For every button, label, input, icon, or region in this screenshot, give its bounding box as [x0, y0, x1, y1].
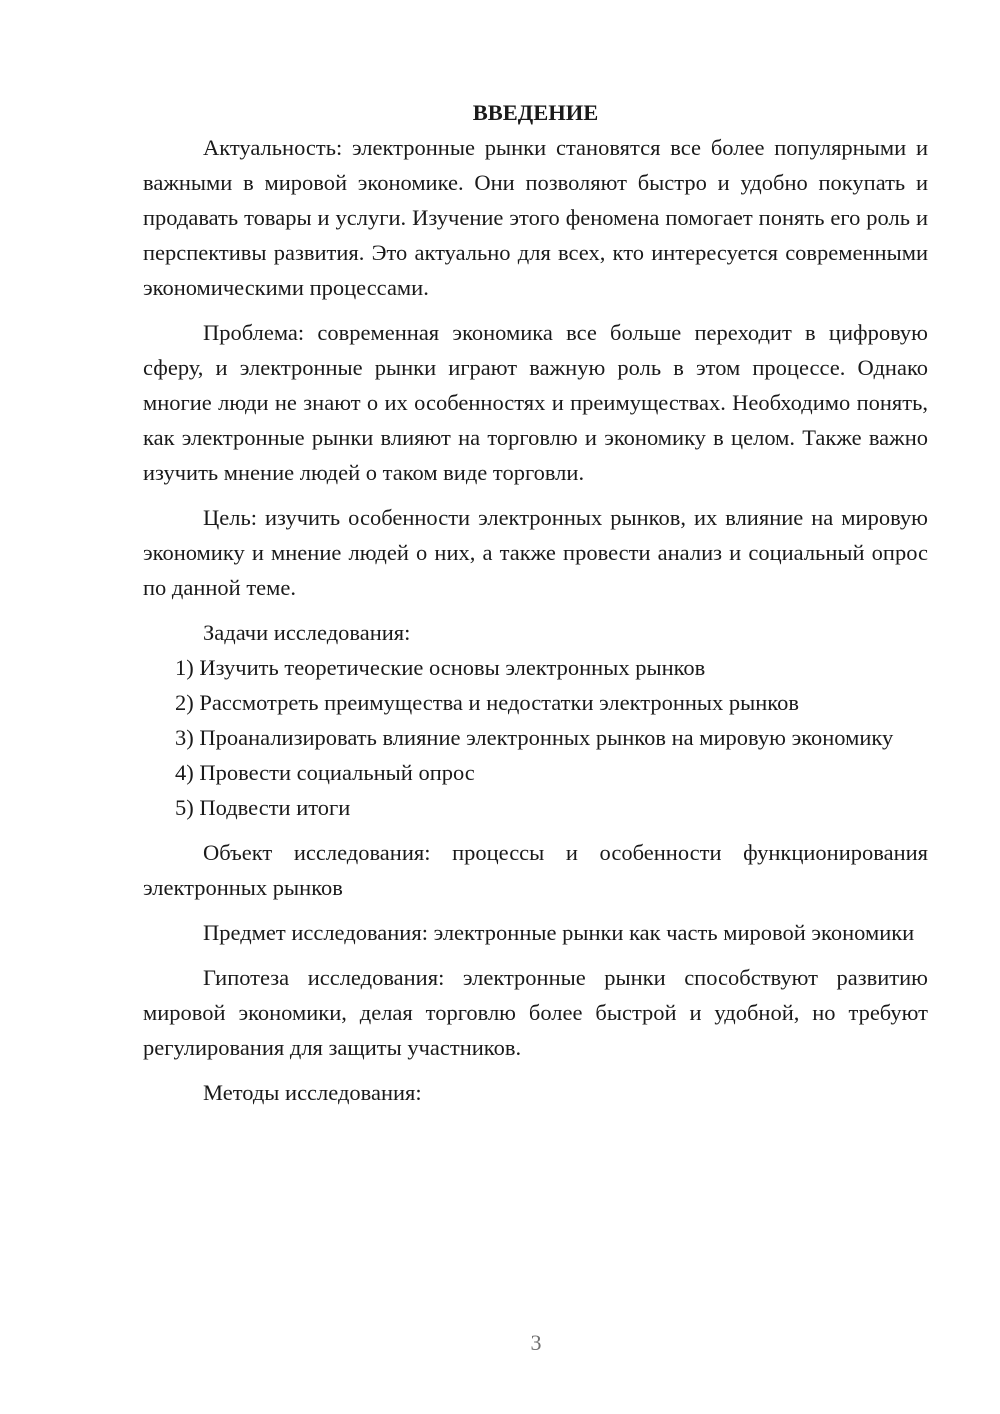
- paragraph-goal: Цель: изучить особенности электронных рынков, их влияние на мировую экономику и мнение людей о них, а также провести анализ и социальный опрос по данной теме.: [143, 505, 928, 600]
- paragraph-hypothesis: Гипотеза исследования: электронные рынки способствуют развитию мировой экономики, делая торговлю более быстрой и удобной, но требуют регулирования для защиты участников.: [143, 965, 928, 1060]
- paragraph-problem: Проблема: современная экономика все больше переходит в цифровую сферу, и электронные рынки играют важную роль в этом процессе. Однако многие люди не знают о их особенностях и преимуществах. Необходимо понять, как электронные рынки влияют на торговлю и экономику в целом. Также важно изучить мнение людей о таком виде торговли.: [143, 320, 928, 485]
- section-title: ВВЕДЕНИЕ: [472, 100, 599, 125]
- paragraph-tasks-heading: Задачи исследования:: [203, 620, 411, 645]
- paragraph-subject: Предмет исследования: электронные рынки как часть мировой экономики: [203, 920, 915, 945]
- task-item-4: 4) Провести социальный опрос: [175, 760, 475, 785]
- task-item-3: 3) Проанализировать влияние электронных рынков на мировую экономику: [175, 725, 894, 750]
- paragraph-relevance: Актуальность: электронные рынки становятся все более популярными и важными в мировой экономике. Они позволяют быстро и удобно покупать и продавать товары и услуги. Изучение этого феномена помогает понять его роль и перспективы развития. Это актуально для всех, кто интересуется современными экономическими процессами.: [143, 135, 928, 300]
- task-item-2: 2) Рассмотреть преимущества и недостатки электронных рынков: [175, 690, 799, 715]
- paragraph-object: Объект исследования: процессы и особенности функционирования электронных рынков: [143, 840, 928, 900]
- task-item-5: 5) Подвести итоги: [175, 795, 351, 820]
- task-item-1: 1) Изучить теоретические основы электронных рынков: [175, 655, 706, 680]
- paragraph-methods: Методы исследования:: [203, 1080, 422, 1105]
- page-number: 3: [530, 1330, 542, 1355]
- document-page: [143, 95, 928, 1110]
